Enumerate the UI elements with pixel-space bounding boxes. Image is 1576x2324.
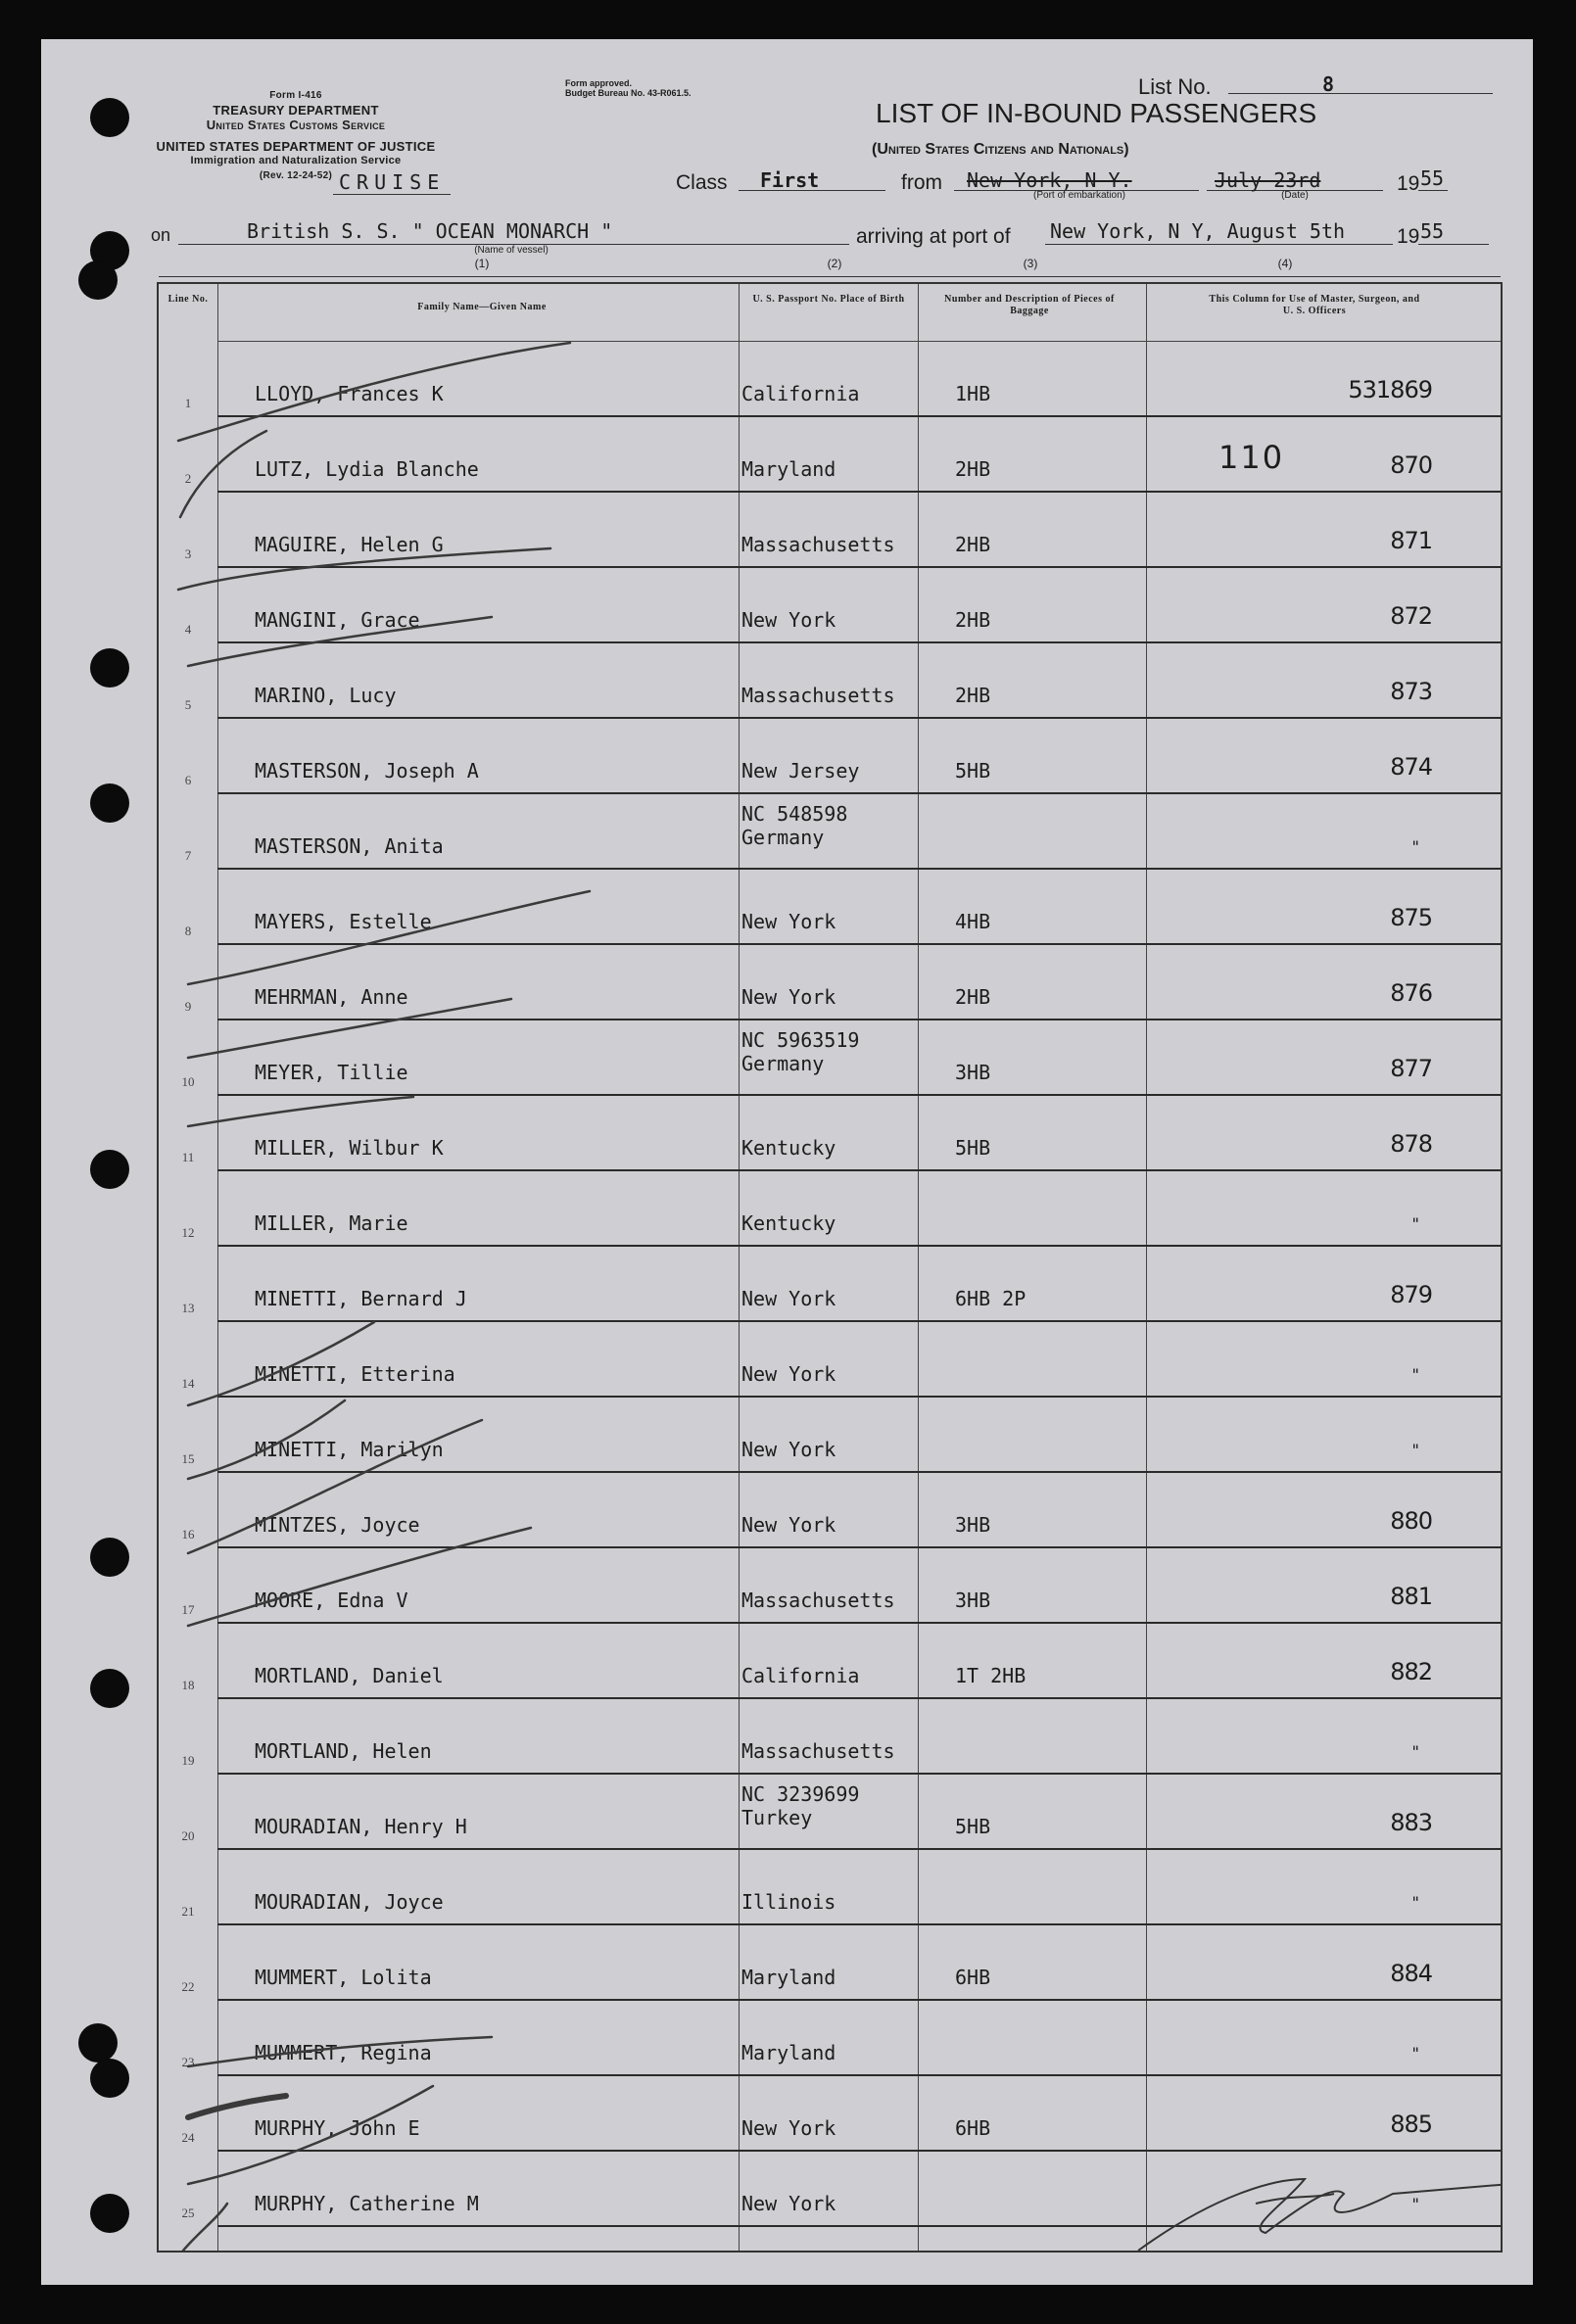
line-number: 8 — [184, 924, 192, 938]
cruise-stamp: CRUISE — [333, 170, 451, 195]
table-row — [159, 945, 1501, 1020]
punch-hole — [90, 2194, 129, 2233]
passenger-name: MUMMERT, Lolita — [255, 1966, 432, 1989]
line-number: 20 — [181, 1828, 195, 1843]
line-number: 10 — [181, 1074, 195, 1089]
line-number: 18 — [181, 1678, 195, 1692]
officer-number: 881 — [1390, 1583, 1432, 1610]
line-number: 19 — [181, 1753, 195, 1768]
ditto-mark: " — [1410, 1214, 1420, 1233]
table-row — [159, 1548, 1501, 1624]
col-header-name: Family Name—Given Name — [417, 302, 547, 312]
treasury-dept: TREASURY DEPARTMENT — [213, 103, 379, 118]
baggage-count: 2HB — [955, 608, 991, 632]
officer-number: 882 — [1390, 1658, 1432, 1685]
line-number: 15 — [181, 1451, 195, 1466]
officer-number: 875 — [1390, 904, 1432, 931]
line-number: 1 — [184, 396, 192, 410]
passenger-table — [157, 282, 1503, 2253]
form-header-left — [149, 88, 443, 132]
place-of-birth: New York — [741, 608, 836, 632]
passenger-name: MAGUIRE, Helen G — [255, 533, 444, 556]
ditto-mark: " — [1410, 2044, 1420, 2063]
line-number: 23 — [181, 2055, 195, 2069]
table-row — [159, 719, 1501, 794]
passenger-name: MILLER, Wilbur K — [255, 1136, 444, 1160]
justice-dept: UNITED STATES DEPARTMENT OF JUSTICE — [156, 139, 436, 154]
table-row — [159, 2076, 1501, 2152]
table-row — [159, 493, 1501, 568]
table-row — [159, 643, 1501, 719]
table-row — [159, 1096, 1501, 1171]
passenger-name: LLOYD, Frances K — [255, 382, 444, 405]
year-prefix: 19 — [1397, 172, 1420, 195]
embarkation-date: July 23rd — [1215, 168, 1321, 192]
officer-number: 874 — [1390, 753, 1432, 781]
caption-3: (3) — [1023, 257, 1038, 270]
passenger-name: MOORE, Edna V — [255, 1589, 408, 1612]
passenger-name: MOURADIAN, Henry H — [255, 1815, 467, 1838]
officer-number: 879 — [1390, 1281, 1432, 1308]
table-row — [159, 1850, 1501, 1925]
place-of-birth: Massachusetts — [741, 533, 895, 556]
table-row — [159, 1322, 1501, 1398]
vessel-caption: (Name of vessel) — [474, 245, 549, 256]
from-label: from — [901, 171, 942, 194]
year-value: 55 — [1420, 166, 1445, 190]
embarkation-port: New York, N Y. — [967, 168, 1132, 192]
punch-hole — [78, 2023, 118, 2063]
officer-number: 885 — [1390, 2111, 1432, 2138]
arriving-label: arriving at port of — [856, 225, 1011, 248]
table-row — [159, 417, 1501, 493]
ditto-mark: " — [1410, 1742, 1420, 1761]
passenger-name: MEHRMAN, Anne — [255, 985, 408, 1009]
passenger-name: MAYERS, Estelle — [255, 910, 432, 933]
caption-2: (2) — [827, 257, 842, 270]
passenger-name: LUTZ, Lydia Blanche — [255, 457, 479, 481]
passenger-name: MINETTI, Marilyn — [255, 1438, 444, 1461]
table-row — [159, 1624, 1501, 1699]
col-header-baggage: Number and Description of Pieces of Baggage — [944, 294, 1115, 316]
list-no-value: 8 — [1322, 72, 1335, 96]
officer-number: 871 — [1390, 527, 1432, 554]
passenger-name: MORTLAND, Helen — [255, 1739, 432, 1763]
manifest-page — [41, 39, 1533, 2285]
line-number: 11 — [181, 1150, 195, 1164]
punch-hole — [90, 648, 129, 688]
passenger-name: MEYER, Tillie — [255, 1061, 408, 1084]
passenger-name: MANGINI, Grace — [255, 608, 420, 632]
place-of-birth: Massachusetts — [741, 1589, 895, 1612]
form-number: Form I-416 — [269, 90, 322, 101]
passenger-name: MINTZES, Joyce — [255, 1513, 420, 1537]
table-row — [159, 1925, 1501, 2001]
place-of-birth: New York — [741, 1438, 836, 1461]
col-header-officers: This Column for Use of Master, Surgeon, and U. S. Officers — [1209, 294, 1420, 316]
line-number: 6 — [184, 773, 192, 787]
place-of-birth: Massachusetts — [741, 1739, 895, 1763]
place-of-birth: New Jersey — [741, 759, 860, 783]
port-caption: (Port of embarkation) — [1033, 190, 1125, 201]
officer-number: 870 — [1390, 451, 1432, 479]
budget-approval: Form approved. Budget Bureau No. 43-R061.5. — [565, 78, 692, 98]
place-of-birth: Kentucky — [741, 1136, 836, 1160]
passenger-name: MARINO, Lucy — [255, 684, 397, 707]
col-header-line: Line No. — [167, 294, 209, 305]
place-of-birth: New York — [741, 910, 836, 933]
table-row — [159, 342, 1501, 417]
line-number: 17 — [181, 1602, 195, 1617]
ditto-mark: " — [1410, 837, 1420, 856]
place-of-birth: New York — [741, 2192, 836, 2215]
arrival-year: 55 — [1420, 219, 1445, 243]
ditto-mark: " — [1410, 1441, 1420, 1459]
punch-hole — [90, 1150, 129, 1189]
place-of-birth: Kentucky — [741, 1211, 836, 1235]
officer-number: 877 — [1390, 1055, 1432, 1082]
passenger-name: MURPHY, John E — [255, 2116, 420, 2140]
place-of-birth: California — [741, 382, 860, 405]
place-of-birth: New York — [741, 985, 836, 1009]
punch-hole — [90, 98, 129, 137]
passport-number: NC 3239699 — [741, 1782, 860, 1806]
line-number: 21 — [181, 1904, 195, 1919]
arrival-port-date: New York, N Y, August 5th — [1050, 219, 1346, 243]
officer-number: 876 — [1390, 979, 1432, 1007]
line-number: 16 — [181, 1527, 195, 1541]
ditto-mark: " — [1410, 2195, 1420, 2213]
place-of-birth: Turkey — [741, 1806, 813, 1829]
punch-hole — [90, 1538, 129, 1577]
customs-service: United States Customs Service — [206, 118, 386, 132]
punch-hole — [90, 2059, 129, 2098]
place-of-birth: Maryland — [741, 457, 836, 481]
place-of-birth: New York — [741, 1362, 836, 1386]
ditto-mark: " — [1410, 1893, 1420, 1912]
baggage-count: 6HB — [955, 1966, 991, 1989]
place-of-birth: New York — [741, 2116, 836, 2140]
punch-hole — [90, 1669, 129, 1708]
table-row — [159, 870, 1501, 945]
officer-number: 884 — [1390, 1960, 1432, 1987]
line-number: 4 — [184, 622, 192, 637]
place-of-birth: California — [741, 1664, 860, 1687]
page-subtitle: (United States Citizens and Nationals) — [872, 141, 1129, 158]
page-title: LIST OF IN-BOUND PASSENGERS — [876, 98, 1317, 128]
first-row-extra: 110 — [1218, 439, 1285, 476]
baggage-count: 2HB — [955, 457, 991, 481]
passenger-name: MUMMERT, Regina — [255, 2041, 432, 2064]
baggage-count: 1HB — [955, 382, 991, 405]
table-row — [159, 1699, 1501, 1775]
passenger-name: MASTERSON, Anita — [255, 834, 444, 858]
baggage-count: 5HB — [955, 1136, 991, 1160]
table-row — [159, 1171, 1501, 1247]
officer-number: 880 — [1390, 1507, 1432, 1535]
caption-1: (1) — [474, 257, 490, 270]
place-of-birth: New York — [741, 1287, 836, 1310]
table-row — [159, 1020, 1501, 1096]
place-of-birth: Illinois — [741, 1890, 836, 1914]
class-value: First — [760, 168, 820, 192]
baggage-count: 6HB 2P — [955, 1287, 1027, 1310]
list-no-label: List No. — [1138, 74, 1212, 99]
arrival-year-prefix: 19 — [1397, 225, 1420, 248]
baggage-count: 6HB — [955, 2116, 991, 2140]
baggage-count: 3HB — [955, 1513, 991, 1537]
ditto-mark: " — [1410, 1365, 1420, 1384]
line-number: 14 — [181, 1376, 195, 1391]
class-label: Class — [676, 171, 728, 194]
place-of-birth: Maryland — [741, 1966, 836, 1989]
ins-service: Immigration and Naturalization Service — [190, 155, 402, 166]
baggage-count: 1T 2HB — [955, 1664, 1027, 1687]
table-row — [159, 1247, 1501, 1322]
punch-hole — [90, 783, 129, 823]
passenger-name: MINETTI, Etterina — [255, 1362, 455, 1386]
place-of-birth: Maryland — [741, 2041, 836, 2064]
line-number: 5 — [184, 697, 192, 712]
line-number: 13 — [181, 1301, 195, 1315]
officer-number: 878 — [1390, 1130, 1432, 1158]
baggage-count: 5HB — [955, 759, 991, 783]
passenger-name: MURPHY, Catherine M — [255, 2192, 479, 2215]
place-of-birth: Massachusetts — [741, 684, 895, 707]
table-row — [159, 2001, 1501, 2076]
line-number: 25 — [181, 2205, 195, 2220]
passport-number: NC 5963519 — [741, 1028, 860, 1052]
punch-hole — [78, 261, 118, 300]
date-caption: (Date) — [1281, 190, 1309, 201]
place-of-birth: Germany — [741, 1052, 825, 1075]
line-number: 9 — [184, 999, 192, 1014]
table-row — [159, 794, 1501, 870]
place-of-birth: Germany — [741, 826, 825, 849]
passenger-name: MOURADIAN, Joyce — [255, 1890, 444, 1914]
line-number: 2 — [184, 471, 192, 486]
caption-4: (4) — [1277, 257, 1293, 270]
place-of-birth: New York — [741, 1513, 836, 1537]
line-number: 24 — [181, 2130, 195, 2145]
baggage-count: 2HB — [955, 684, 991, 707]
col-header-passport: U. S. Passport No. Place of Birth — [752, 294, 905, 305]
passenger-name: MORTLAND, Daniel — [255, 1664, 444, 1687]
officer-number: 873 — [1390, 678, 1432, 705]
passenger-name: MILLER, Marie — [255, 1211, 408, 1235]
table-row — [159, 1775, 1501, 1850]
line-number: 22 — [181, 1979, 195, 1994]
line-number: 12 — [181, 1225, 195, 1240]
passenger-name: MINETTI, Bernard J — [255, 1287, 467, 1310]
vessel-name: British S. S. " OCEAN MONARCH " — [247, 219, 613, 243]
line-number: 7 — [184, 848, 192, 863]
passenger-name: MASTERSON, Joseph A — [255, 759, 479, 783]
table-row — [159, 568, 1501, 643]
baggage-count: 5HB — [955, 1815, 991, 1838]
officer-number: 883 — [1390, 1809, 1432, 1836]
passport-number: NC 548598 — [741, 802, 848, 826]
baggage-count: 2HB — [955, 985, 991, 1009]
table-row — [159, 1473, 1501, 1548]
officer-number: 872 — [1390, 602, 1432, 630]
line-number: 3 — [184, 546, 192, 561]
baggage-count: 4HB — [955, 910, 991, 933]
officer-number: 531869 — [1348, 376, 1432, 403]
baggage-count: 3HB — [955, 1061, 991, 1084]
on-label: on — [151, 225, 171, 245]
table-row — [159, 1398, 1501, 1473]
baggage-count: 3HB — [955, 1589, 991, 1612]
table-row — [159, 2152, 1501, 2227]
revision: (Rev. 12-24-52) — [259, 170, 333, 181]
baggage-count: 2HB — [955, 533, 991, 556]
